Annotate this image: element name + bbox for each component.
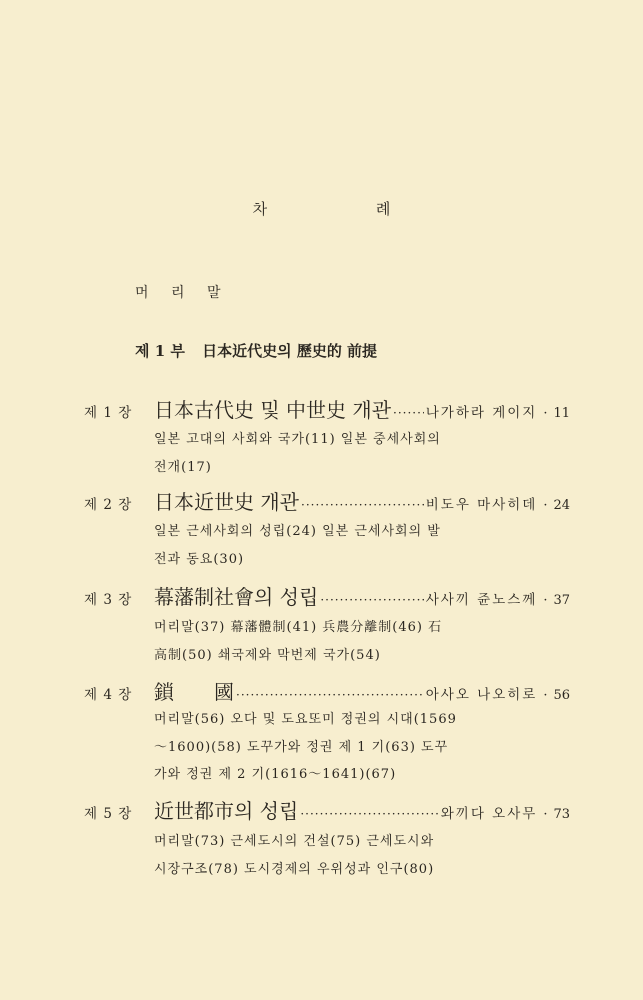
part-label: 제 1 부	[135, 342, 185, 360]
chapter-title: 幕藩制社會의 성립	[154, 585, 319, 609]
section-list-line: 시장구조(78) 도시경제의 우위성과 인구(80)	[154, 862, 435, 877]
section-list-line: 머리말(37) 幕藩體制(41) 兵農分離制(46) 石	[154, 620, 443, 635]
preface-entry: 머 리 말	[135, 285, 230, 301]
chapter-author: 나가하라 게이지	[425, 405, 538, 421]
chapter-author: 와끼다 오사무	[440, 806, 538, 822]
chapter-author: 아사오 나오히로	[425, 687, 538, 703]
separator-dot: ·	[543, 807, 548, 822]
section-list-line: 가와 정권 제 2 기(1616～1641)(67)	[154, 767, 397, 782]
toc-title: 차 례	[252, 200, 443, 218]
page-number: 37	[553, 593, 570, 608]
page-number: 56	[553, 688, 570, 703]
chapter-label: 제 2 장	[84, 497, 133, 513]
section-list-line: 전과 동요(30)	[154, 552, 245, 567]
section-list-line: 高制(50) 쇄국제와 막번제 국가(54)	[154, 648, 381, 663]
chapter-author: 비도우 마사히데	[425, 497, 538, 513]
chapter-title: 日本古代史 및 中世史 개관	[154, 398, 392, 422]
chapter-entry	[84, 486, 570, 515]
page-number: 24	[553, 498, 570, 513]
section-list-line: 일본 고대의 사회와 국가(11) 일본 중세사회의	[154, 432, 441, 447]
chapter-title: 鎖 國	[154, 680, 234, 704]
chapter-label: 제 4 장	[84, 687, 133, 703]
dot-leader	[393, 406, 424, 420]
page-number: 73	[553, 807, 570, 822]
chapter-entry	[84, 394, 570, 423]
part-title: 日本近代史의 歷史的 前提	[202, 342, 378, 360]
chapter-title: 近世都市의 성립	[154, 799, 299, 823]
chapter-label: 제 3 장	[84, 592, 133, 608]
section-list-line: 머리말(56) 오다 및 도요또미 정권의 시대(1569	[154, 712, 457, 727]
section-list-line: ～1600)(58) 도꾸가와 정권 제 1 기(63) 도꾸	[154, 740, 449, 755]
dot-leader	[301, 498, 424, 512]
chapter-author: 사사끼 쥰노스께	[425, 592, 538, 608]
dot-leader	[320, 593, 423, 607]
section-list-line: 일본 근세사회의 성립(24) 일본 근세사회의 발	[154, 524, 441, 539]
chapter-title: 日本近世史 개관	[154, 490, 299, 514]
chapter-entry	[84, 581, 570, 610]
section-list-line: 전개(17)	[154, 460, 212, 475]
chapter-label: 제 1 장	[84, 405, 133, 421]
separator-dot: ·	[543, 498, 548, 513]
dot-leader	[236, 688, 424, 702]
part-heading	[135, 340, 389, 361]
section-list-line: 머리말(73) 근세도시의 건설(75) 근세도시와	[154, 834, 435, 849]
chapter-entry	[84, 676, 570, 705]
chapter-entry	[84, 795, 570, 824]
separator-dot: ·	[543, 406, 548, 421]
chapter-label: 제 5 장	[84, 806, 133, 822]
separator-dot: ·	[543, 688, 548, 703]
dot-leader	[300, 807, 438, 821]
separator-dot: ·	[543, 593, 548, 608]
page-number: 11	[553, 406, 570, 421]
